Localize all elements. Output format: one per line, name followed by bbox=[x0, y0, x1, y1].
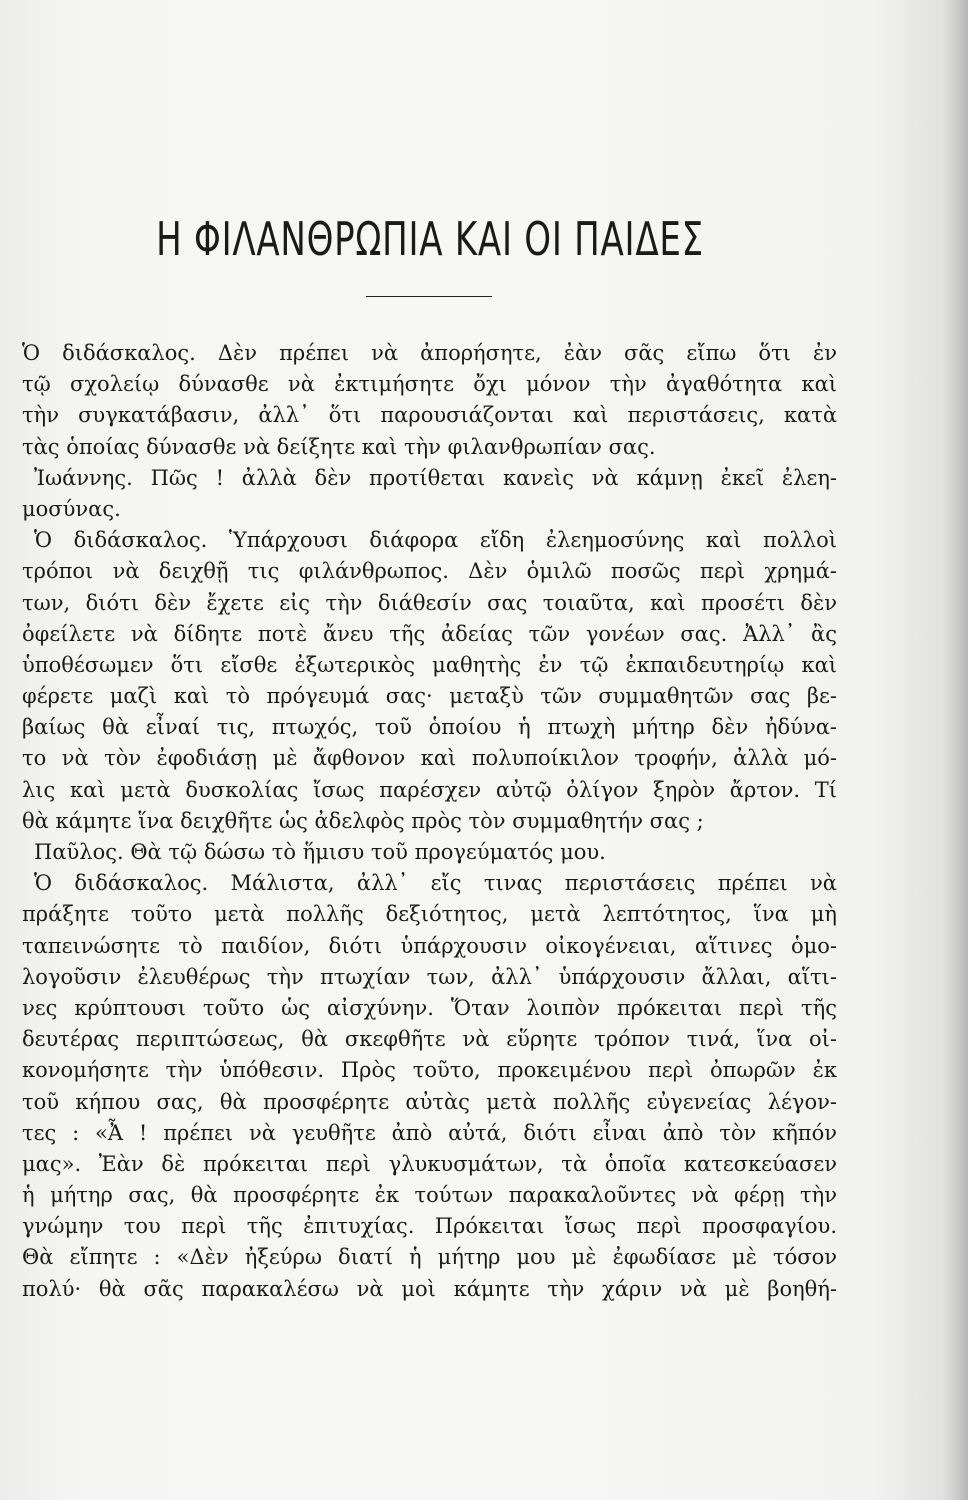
text-line: τες : «Ἆ ! πρέπει νὰ γευθῆτε ἀπὸ αὐτά, διότι εἶναι ἀπὸ τὸν κῆπόν bbox=[22, 1120, 837, 1145]
text-line: τὴν συγκατάβασιν, ἀλλ᾽ ὅτι παρουσιάζονται καὶ περιστάσεις, κατὰ bbox=[22, 403, 837, 428]
page-edge-shadow bbox=[942, 0, 968, 1500]
text-line: τρόποι νὰ δειχθῇ τις φιλάνθρωπος. Δὲν ὁμιλῶ ποσῶς περὶ χρημά- bbox=[22, 559, 837, 584]
text-line: Ὁ διδάσκαλος. Μάλιστα, ἀλλ᾽ εἴς τινας περιστάσεις πρέπει νὰ bbox=[34, 871, 837, 896]
text-line: ὀφείλετε νὰ δίδητε ποτὲ ἄνευ τῆς ἀδείας τῶν γονέων σας. Ἀλλ᾽ ἂς bbox=[22, 621, 837, 646]
text-line: ὑποθέσωμεν ὅτι εἴσθε ἐξωτερικὸς μαθητὴς ἐν τῷ ἐκπαιδευτηρίῳ καὶ bbox=[22, 652, 837, 677]
text-line: γνώμην του περὶ τῆς ἐπιτυχίας. Πρόκειται ἴσως περὶ προσφαγίου. bbox=[22, 1214, 837, 1239]
text-line: φέρετε μαζὶ καὶ τὸ πρόγευμά σας· μεταξὺ τῶν συμμαθητῶν σας βε- bbox=[22, 684, 837, 709]
text-line: Παῦλος. Θὰ τῷ δώσω τὸ ἥμισυ τοῦ προγεύματός μου. bbox=[34, 840, 606, 864]
text-line: το νὰ τὸν ἐφοδιάσῃ μὲ ἄφθονον καὶ πολυποίκιλον τροφήν, ἀλλὰ μό- bbox=[22, 746, 837, 771]
text-line: Ὁ διδάσκαλος. Ὑπάρχουσι διάφορα εἴδη ἐλεημοσύνης καὶ πολλοὶ bbox=[34, 528, 837, 553]
text-line: βαίως θὰ εἶναί τις, πτωχός, τοῦ ὁποίου ἡ πτωχὴ μήτηρ δὲν ἠδύνα- bbox=[22, 715, 837, 740]
text-line: τοῦ κήπου σας, θὰ προσφέρητε αὐτὰς μετὰ πολλῆς εὐγενείας λέγον- bbox=[22, 1089, 837, 1114]
text-line: μοσύνας. bbox=[22, 496, 121, 521]
text-line: ἡ μήτηρ σας, θὰ προσφέρητε ἐκ τούτων παρακαλοῦντες νὰ φέρῃ τὴν bbox=[22, 1183, 837, 1208]
text-line: μας». Ἐὰν δὲ πρόκειται περὶ γλυκυσμάτων, τὰ ὁποῖα κατεσκεύασεν bbox=[22, 1151, 837, 1176]
text-line: τὰς ὁποίας δύνασθε νὰ δείξητε καὶ τὴν φιλανθρωπίαν σας. bbox=[22, 434, 656, 459]
text-line: δευτέρας περιπτώσεως, θὰ σκεφθῆτε νὰ εὕρητε τρόπον τινά, ἵνα οἰ- bbox=[22, 1027, 837, 1052]
title-divider bbox=[366, 296, 492, 297]
body-text bbox=[22, 338, 837, 1305]
text-line: Ὁ διδάσκαλος. Δὲν πρέπει νὰ ἀπορήσητε, ἐὰν σᾶς εἴπω ὅτι ἐν bbox=[22, 341, 837, 365]
text-line: κονομήσητε τὴν ὑπόθεσιν. Πρὸς τοῦτο, προκειμένου περὶ ὀπωρῶν ἐκ bbox=[22, 1058, 837, 1083]
chapter-title: Η ΦΙΛΑΝΘΡΩΠΙΑ ΚΑΙ ΟΙ ΠΑΙΔΕΣ bbox=[156, 212, 704, 266]
text-line: λις καὶ μετὰ δυσκολίας ἴσως παρέσχεν αὐτῷ ὀλίγον ξηρὸν ἄρτον. Τί bbox=[22, 777, 837, 802]
text-line: Ἰωάννης. Πῶς ! ἀλλὰ δὲν προτίθεται κανεὶς νὰ κάμνῃ ἐκεῖ ἐλεη- bbox=[34, 465, 837, 490]
text-line: ταπεινώσητε τὸ παιδίον, διότι ὑπάρχουσιν οἰκογένειαι, αἵτινες ὁμο- bbox=[22, 933, 837, 958]
text-line: πολύ· θὰ σᾶς παρακαλέσω νὰ μοὶ κάμητε τὴν χάριν νὰ μὲ βοηθή- bbox=[22, 1276, 837, 1301]
text-line: νες κρύπτουσι τοῦτο ὡς αἰσχύνην. Ὅταν λοιπὸν πρόκειται περὶ τῆς bbox=[22, 995, 837, 1020]
text-line: τῷ σχολείῳ δύνασθε νὰ ἐκτιμήσητε ὄχι μόνον τὴν ἀγαθότητα καὶ bbox=[22, 372, 837, 397]
text-line: των, διότι δὲν ἔχετε εἰς τὴν διάθεσίν σας τοιαῦτα, καὶ προσέτι δὲν bbox=[22, 590, 837, 615]
text-line: λογοῦσιν ἐλευθέρως τὴν πτωχίαν των, ἀλλ᾽ ὑπάρχουσιν ἄλλαι, αἵτι- bbox=[22, 964, 837, 989]
text-line: Θὰ εἴπητε : «Δὲν ἠξεύρω διατί ἡ μήτηρ μου μὲ ἐφωδίασε μὲ τόσον bbox=[22, 1245, 837, 1270]
text-line: πράξητε τοῦτο μετὰ πολλῆς δεξιότητος, μετὰ λεπτότητος, ἵνα μὴ bbox=[22, 902, 837, 927]
text-line: θὰ κάμητε ἵνα δειχθῆτε ὡς ἀδελφὸς πρὸς τὸν συμμαθητήν σας ; bbox=[22, 808, 704, 833]
